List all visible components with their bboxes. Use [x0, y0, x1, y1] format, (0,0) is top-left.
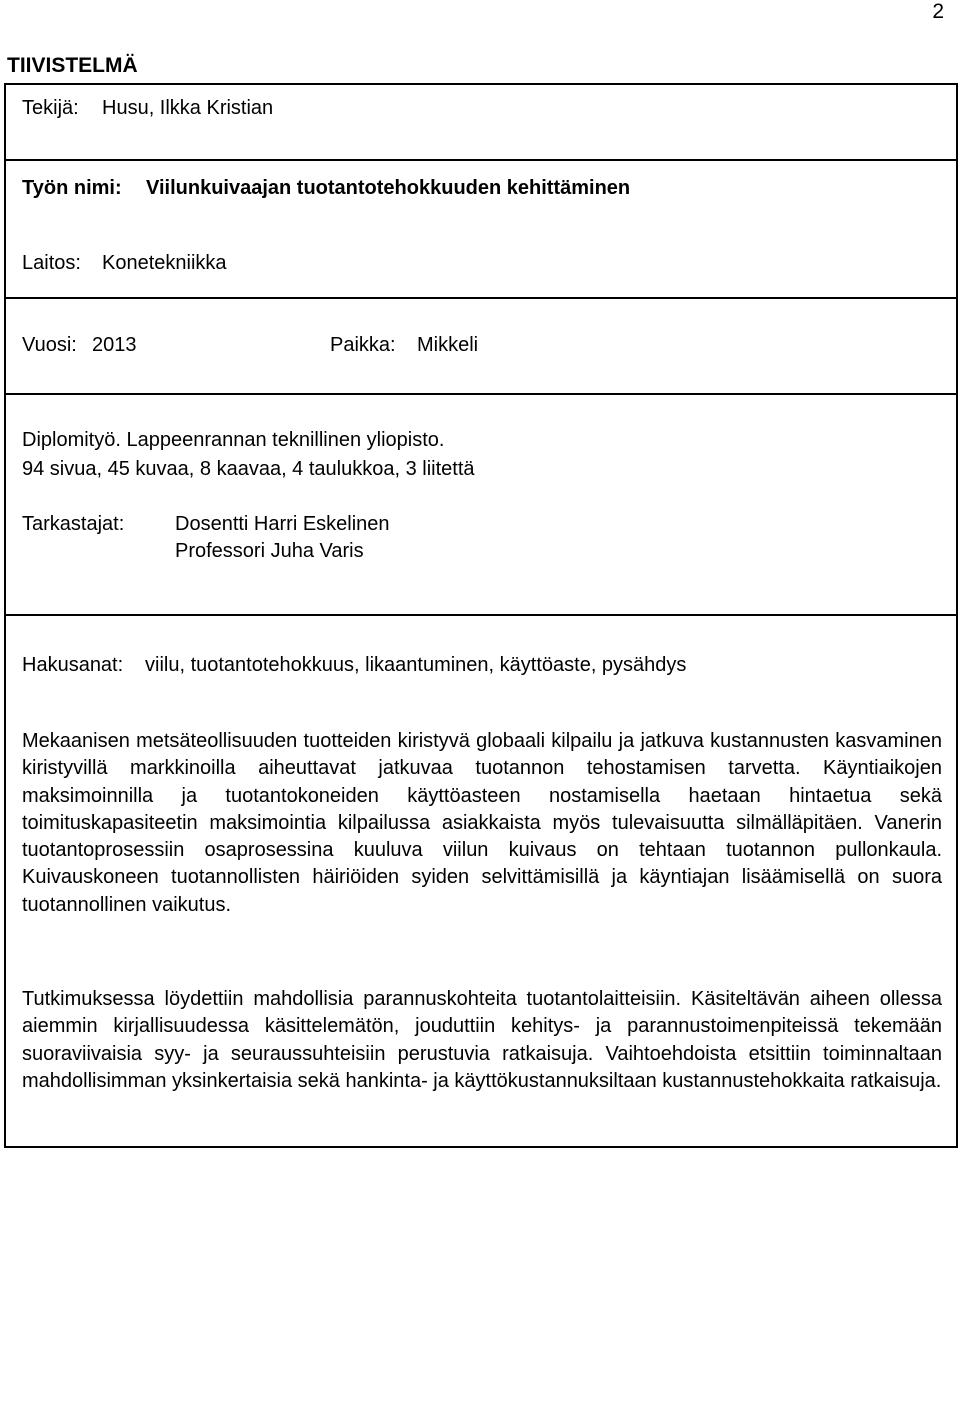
year-value: 2013	[92, 334, 137, 356]
page-number: 2	[932, 0, 944, 23]
department-value: Konetekniikka	[102, 252, 227, 274]
page-title: TIIVISTELMÄ	[7, 54, 138, 77]
abstract-form-table	[4, 83, 958, 1148]
department-row	[6, 220, 956, 299]
examiner-2: Professori Juha Varis	[175, 540, 364, 562]
keywords-value: viilu, tuotantotehokkuus, likaantuminen, käyttöaste, pysähdys	[145, 654, 687, 676]
abstract-paragraph-1: Mekaanisen metsäteollisuuden tuotteiden kiristyvä globaali kilpailu ja jatkuva kustannusten kasvaminen kiristyvillä markkinoilla aiheuttavat jatkuvaa tuotannon tehostamisen tarvetta. Käyntiaikojen maksimoinnilla ja tuotantokoneiden käyttöasteen nostamisella haetaan hintaetua sekä toimituskapasiteetin maksimointia kilpailussa asiakkaista myös tulevaisuutta silmälläpitäen. Vanerin tuotantoprosessiin osaprosessina kuuluva viilun kuivaus on tehtaan tuotannon pullonkaula. Kuivauskoneen tuotannollisten häiriöiden syiden selvittämisillä ja käyntiajan lisäämisellä on suora tuotannollinen vaikutus.	[22, 730, 942, 916]
keywords-abstract-row	[6, 616, 956, 1146]
place-label: Paikka:	[330, 334, 396, 356]
year-label: Vuosi:	[22, 334, 77, 356]
title-value: Viilunkuivaajan tuotantotehokkuuden kehittäminen	[146, 177, 631, 199]
department-label: Laitos:	[22, 252, 81, 274]
keywords-label: Hakusanat:	[22, 654, 124, 676]
thesis-line-2: 94 sivua, 45 kuvaa, 8 kaavaa, 4 taulukkoa, 3 liitettä	[22, 458, 475, 480]
place-value: Mikkeli	[417, 334, 479, 356]
thesis-info-row	[6, 395, 956, 616]
examiners-label: Tarkastajat:	[22, 513, 125, 535]
examiner-1: Dosentti Harri Eskelinen	[175, 513, 390, 535]
title-label: Työn nimi:	[22, 177, 122, 199]
author-value: Husu, Ilkka Kristian	[102, 97, 274, 119]
author-label: Tekijä:	[22, 97, 79, 119]
year-place-row	[6, 299, 956, 395]
author-row	[6, 85, 956, 161]
abstract-paragraph-2: Tutkimuksessa löydettiin mahdollisia parannuskohteita tuotantolaitteisiin. Käsiteltävän aiheen ollessa aiemmin kirjallisuudessa käsittelemätön, jouduttiin kehitys- ja parannustoimenpiteissä tekemään suoraviivaisia syy- ja seuraussuhteisiin perustuvia ratkaisuja. Vaihtoehdoista etsittiin toiminnaltaan mahdollisimman yksinkertaisia sekä hankinta- ja käyttökustannuksiltaan kustannustehokkaita ratkaisuja.	[22, 988, 942, 1092]
thesis-line-1: Diplomityö. Lappeenrannan teknillinen yliopisto.	[22, 429, 445, 451]
